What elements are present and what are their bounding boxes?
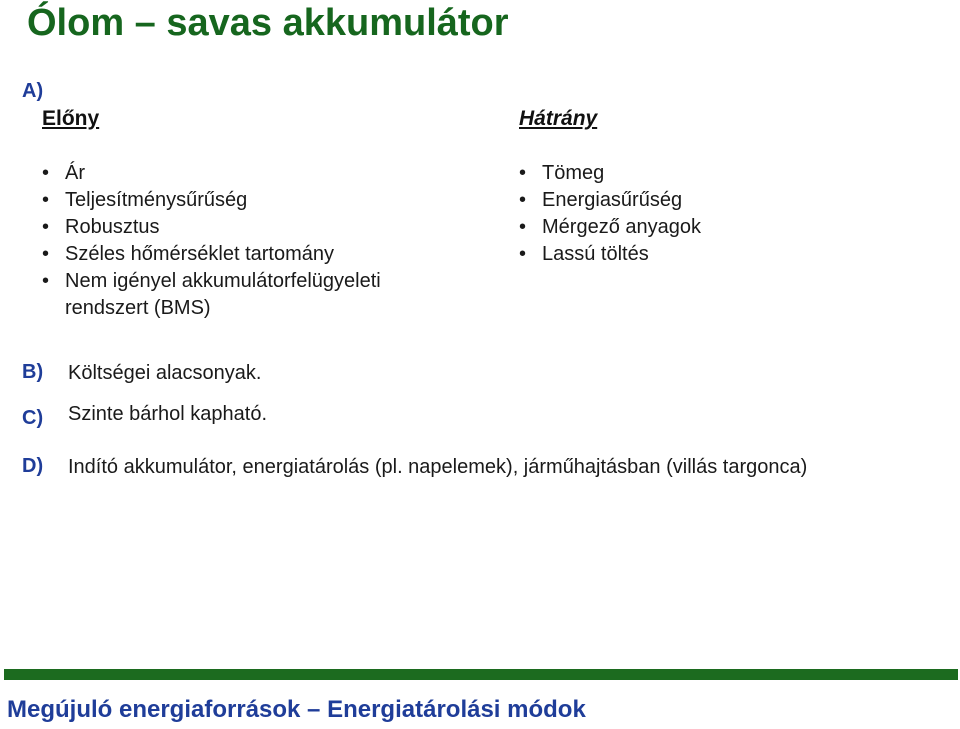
footer-divider-bar [4, 669, 958, 680]
disadvantages-list [518, 160, 938, 268]
advantage-item: • Teljesítménysűrűség [41, 187, 461, 214]
footer-title: Megújuló energiaforrások – Energiatárolási módok [7, 696, 586, 723]
advantages-heading: Előny [42, 107, 100, 130]
advantage-item: • Széles hőmérséklet tartomány [41, 241, 461, 268]
advantage-item: • Ár [41, 160, 461, 187]
section-b-letter: B) [22, 361, 44, 383]
advantage-item: • Robusztus [41, 214, 461, 241]
section-d-text: Indító akkumulátor, energiatárolás (pl. napelemek), járműhajtásban (villás targonca) [68, 456, 808, 478]
section-b-text: Költségei alacsonyak. [68, 362, 262, 384]
disadvantages-heading: Hátrány [519, 107, 598, 130]
disadvantage-item: • Lassú töltés [518, 241, 938, 268]
section-c-letter: C) [22, 407, 44, 429]
disadvantage-item: • Tömeg [518, 160, 938, 187]
section-c-text: Szinte bárhol kapható. [68, 403, 268, 425]
advantage-item: • Nem igényel akkumulátorfelügyeleti rendszert (BMS) [41, 268, 461, 322]
slide-title: Ólom – savas akkumulátor [27, 2, 509, 44]
section-a-letter: A) [22, 80, 44, 102]
section-d-letter: D) [22, 455, 44, 477]
disadvantage-item: • Mérgező anyagok [518, 214, 938, 241]
advantages-list [41, 160, 461, 322]
disadvantage-item: • Energiasűrűség [518, 187, 938, 214]
